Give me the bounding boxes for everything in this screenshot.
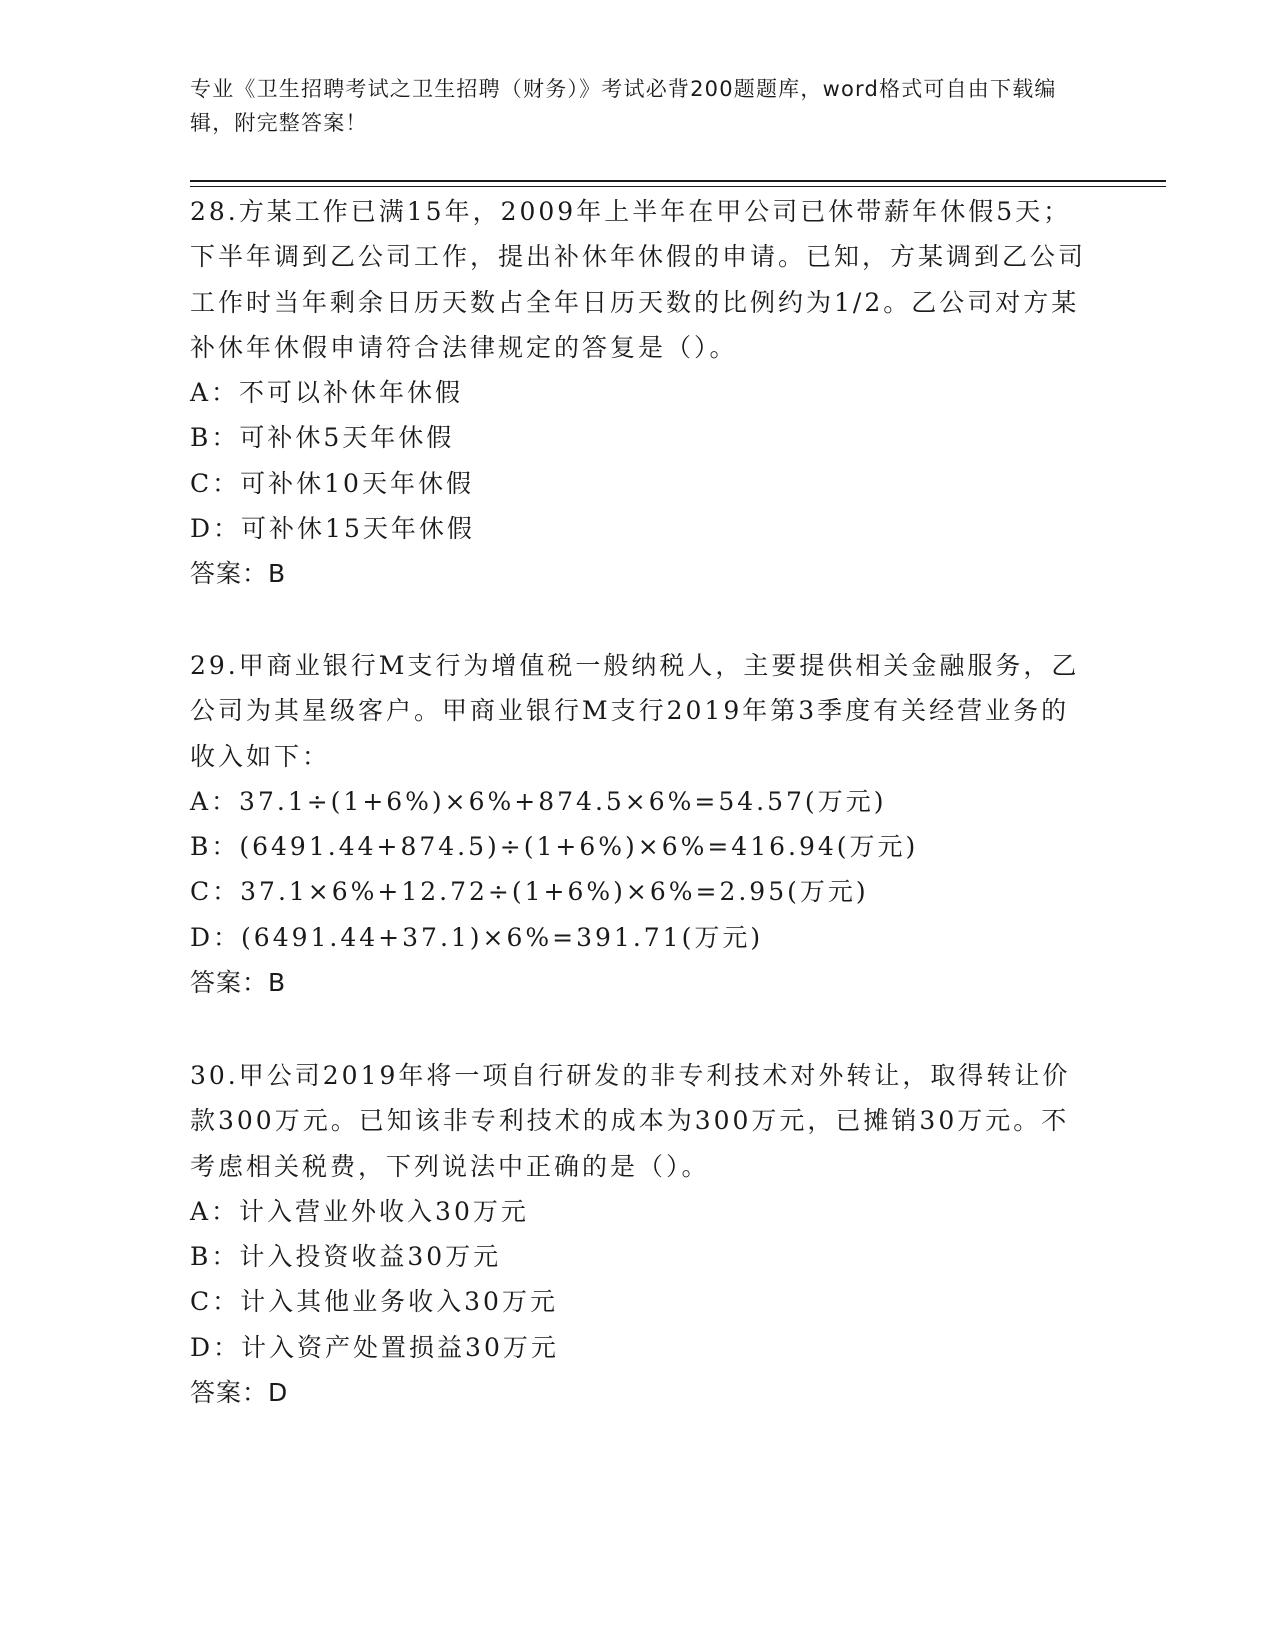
answer-line: 答案：B <box>190 968 287 998</box>
header-divider-thick <box>190 180 1166 182</box>
header-divider-thin <box>190 186 1166 187</box>
option-b: B：可补休5天年休假 <box>190 423 455 453</box>
question-29 <box>190 643 1090 1005</box>
option-a: A：计入营业外收入30万元 <box>190 1196 529 1226</box>
option-c: C：37.1×6%+12.72÷(1+6%)×6%=2.95(万元) <box>190 877 869 907</box>
answer-line: 答案：D <box>190 1378 289 1408</box>
option-d: D：计入资产处置损益30万元 <box>190 1332 559 1362</box>
question-stem: 28.方某工作已满15年，2009年上半年在甲公司已休带薪年休假5天；下半年调到乙公司工作，提出补休年休假的申请。已知，方某调到乙公司工作时当年剩余日历天数占全年日历天数的比例约为1/2。乙公司对方某补休年休假申请符合法律规定的答复是（）。 <box>190 197 1087 362</box>
option-d: D：(6491.44+37.1)×6%=391.71(万元) <box>190 922 764 952</box>
option-c: C：计入其他业务收入30万元 <box>190 1287 558 1317</box>
question-stem: 30.甲公司2019年将一项自行研发的非专利技术对外转让，取得转让价款300万元。已知该非专利技术的成本为300万元，已摊销30万元。不考虑相关税费，下列说法中正确的是（）。 <box>190 1061 1071 1181</box>
option-a: A：37.1÷(1+6%)×6%+874.5×6%=54.57(万元) <box>190 786 887 816</box>
option-d: D：可补休15天年休假 <box>190 514 475 544</box>
option-a: A：不可以补休年休假 <box>190 378 464 408</box>
option-c: C：可补休10天年休假 <box>190 468 474 498</box>
question-28 <box>190 189 1090 597</box>
option-b: B：(6491.44+874.5)÷(1+6%)×6%=416.94(万元) <box>190 832 919 862</box>
question-stem: 29.甲商业银行M支行为增值税一般纳税人，主要提供相关金融服务，乙公司为其星级客户。甲商业银行M支行2019年第3季度有关经营业务的收入如下： <box>190 651 1080 771</box>
answer-line: 答案：B <box>190 559 287 589</box>
document-header: 专业《卫生招聘考试之卫生招聘（财务）》考试必背200题题库，word格式可自由下载编辑，附完整答案！ <box>190 77 1057 135</box>
question-30 <box>190 1053 1090 1415</box>
option-b: B：计入投资收益30万元 <box>190 1242 502 1272</box>
